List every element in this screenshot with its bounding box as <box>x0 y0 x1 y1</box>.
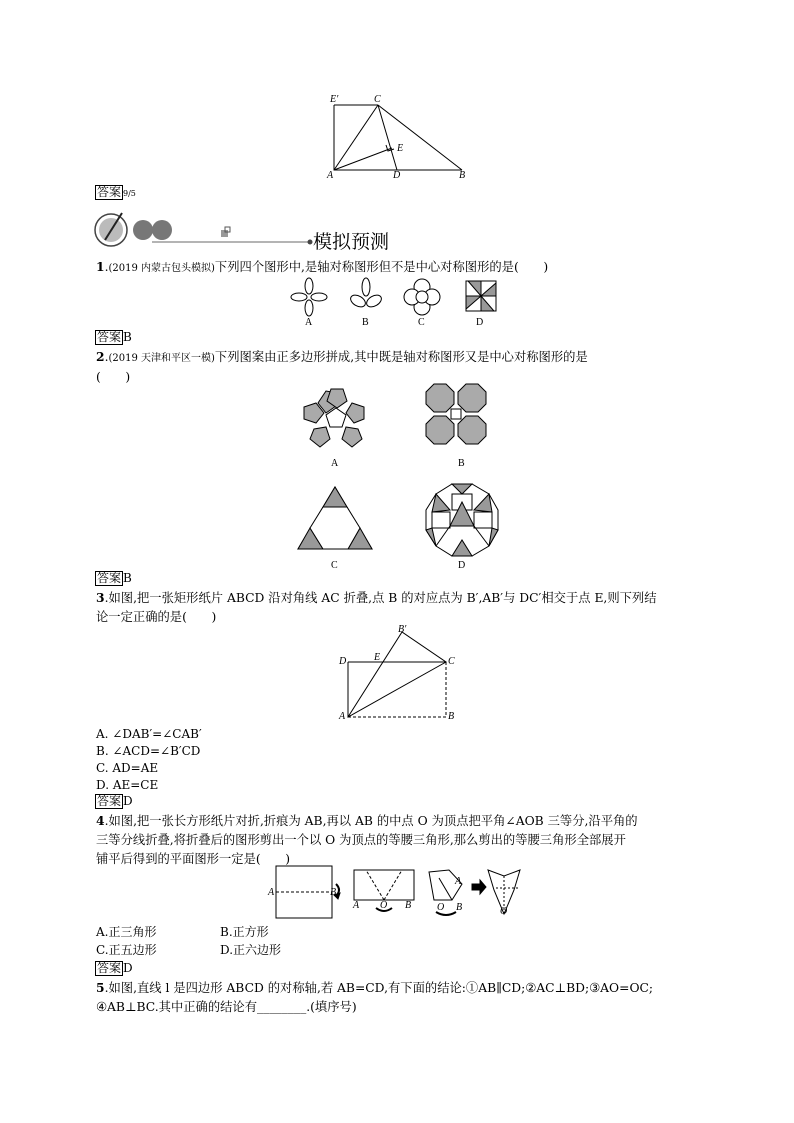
fig-label: B′ <box>398 624 407 635</box>
question-number: 1 <box>96 259 105 274</box>
fig-label: E <box>397 143 404 154</box>
q1-figures <box>290 275 510 320</box>
answer-2 <box>95 571 132 586</box>
question-source: (2019 内蒙古包头模拟) <box>108 263 215 274</box>
answer-4 <box>95 961 133 976</box>
fig-label: E <box>374 652 381 663</box>
q4-choice-c: C.正五边形 <box>96 943 157 957</box>
option-label: B <box>362 317 369 328</box>
question-number: 3 <box>96 590 105 605</box>
answer-value: 9/5 <box>123 189 136 198</box>
question-3: 3.如图,把一张矩形纸片 ABCD 沿对角线 AC 折叠,点 B 的对应点为 B′,AB′与 DC′相交于点 E,则下列结 论一定正确的是( ) <box>96 590 657 624</box>
fig-label: O <box>500 906 508 917</box>
q2-figure-b <box>424 382 500 452</box>
fig-label: B <box>456 902 463 913</box>
answer-label: 答案 <box>97 330 122 344</box>
answer-0 <box>95 185 136 201</box>
fig-label: C <box>448 656 455 667</box>
q3-choice-b: B. ∠ACD=∠B′CD <box>96 744 201 758</box>
question-number: 4 <box>96 813 105 828</box>
question-5: 5.如图,直线 l 是四边形 ABCD 的对称轴,若 AB=CD,有下面的结论:①AB∥CD;②AC⊥BD;③AO=OC; ④AB⊥BC.其中正确的结论有________.(填序号) <box>96 980 654 1014</box>
question-text-cont: ④AB⊥BC.其中正确的结论有 <box>96 1000 258 1014</box>
q4-choice-a: A.正三角形 <box>96 925 157 939</box>
top-geometry-figure <box>320 90 480 180</box>
option-label: C <box>418 317 425 328</box>
answer-value: D <box>123 794 133 808</box>
section-header-graphic <box>94 210 334 250</box>
question-text-cont: 三等分线折叠,将折叠后的图形剪出一个以 O 为顶点的等腰三角形,那么剪出的等腰三角形全部展开 <box>96 833 626 847</box>
fig-label: B <box>330 887 337 898</box>
answer-value: B <box>123 571 132 585</box>
question-text-cont: ( ) <box>96 370 131 384</box>
question-text: 如图,把一张长方形纸片对折,折痕为 AB,再以 AB 的中点 O 为顶点把平角∠AOB 三等分,沿平角的 <box>108 814 638 828</box>
question-text: 下列四个图形中,是轴对称图形但不是中心对称图形的是( ) <box>214 260 549 274</box>
fig-label: A <box>268 887 275 898</box>
fig-label: B <box>405 900 412 911</box>
option-label: D <box>458 560 466 571</box>
fig-label: D <box>393 170 401 181</box>
answer-3 <box>95 794 133 809</box>
q3-choice-c: C. AD=AE <box>96 761 159 775</box>
question-2: 2.(2019 天津和平区一模)下列图案由正多边形拼成,其中既是轴对称图形又是中心对称图形的是 ( ) <box>96 349 588 384</box>
section-title: 模拟预测 <box>313 231 390 253</box>
question-text: 下列图案由正多边形拼成,其中既是轴对称图形又是中心对称图形的是 <box>214 350 588 364</box>
q2-figure-a <box>296 385 376 455</box>
question-text: 如图,把一张矩形纸片 ABCD 沿对角线 AC 折叠,点 B 的对应点为 B′,AB′与 DC′相交于点 E,则下列结 <box>108 591 657 605</box>
answer-value: B <box>123 330 132 344</box>
option-label: A <box>305 317 313 328</box>
fig-label: B <box>459 170 466 181</box>
question-text-cont: 铺平后得到的平面图形一定是( ) <box>96 852 291 866</box>
fig-label: B <box>448 711 455 722</box>
answer-blank[interactable]: ________ <box>257 1000 307 1014</box>
q4-choice-d: D.正六边形 <box>220 943 282 957</box>
fig-label: O <box>437 902 445 913</box>
option-label: A <box>331 458 339 469</box>
question-number: 2 <box>96 349 105 364</box>
answer-label: 答案 <box>97 571 122 585</box>
fig-label: D <box>339 656 347 667</box>
fig-label: E′ <box>330 94 339 105</box>
fig-label: A <box>327 170 334 181</box>
q3-choice-a: A. ∠DAB′=∠CAB′ <box>96 727 202 741</box>
answer-label: 答案 <box>97 961 122 975</box>
q2-figure-c <box>296 485 376 555</box>
question-number: 5 <box>96 980 105 995</box>
q2-figure-d <box>424 482 500 558</box>
answer-label: 答案 <box>97 794 122 808</box>
option-label: C <box>331 560 338 571</box>
answer-label: 答案 <box>97 185 122 199</box>
q3-choice-d: D. AE=CE <box>96 778 159 792</box>
fig-label: O <box>380 900 388 911</box>
question-text-cont: 论一定正确的是( ) <box>96 610 217 624</box>
option-label: D <box>476 317 484 328</box>
fig-label: A <box>339 711 346 722</box>
answer-value: D <box>123 961 133 975</box>
q4-choice-b: B.正方形 <box>220 925 269 939</box>
answer-1 <box>95 330 132 345</box>
fig-label: A <box>455 876 462 887</box>
question-text: 如图,直线 l 是四边形 ABCD 的对称轴,若 AB=CD,有下面的结论:①AB∥CD;②AC⊥BD;③AO=OC; <box>108 981 654 995</box>
fig-label: C <box>374 94 381 105</box>
fig-label: A <box>353 900 360 911</box>
question-4: 4.如图,把一张长方形纸片对折,折痕为 AB,再以 AB 的中点 O 为顶点把平角∠AOB 三等分,沿平角的 三等分线折叠,将折叠后的图形剪出一个以 O 为顶点的等腰三角形,那么剪出的等腰三角形全部展开 铺平后得到的平面图形一定是( ) <box>96 813 638 866</box>
question-source: (2019 天津和平区一模) <box>108 353 215 364</box>
question-text-tail: .(填序号) <box>306 1000 357 1014</box>
option-label: B <box>458 458 465 469</box>
question-1: 1.(2019 内蒙古包头模拟)下列四个图形中,是轴对称图形但不是中心对称图形的是( ) <box>96 259 549 274</box>
